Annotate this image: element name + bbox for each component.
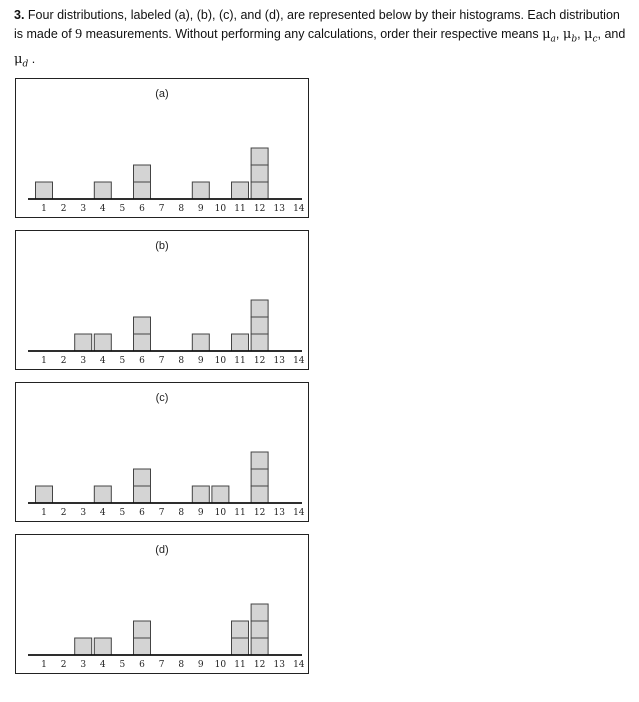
histogram-box bbox=[36, 486, 53, 503]
x-tick-label: 5 bbox=[119, 204, 126, 214]
x-tick-label: 4 bbox=[99, 660, 106, 670]
x-tick-label: 3 bbox=[80, 660, 87, 670]
histogram-box bbox=[134, 621, 151, 638]
x-tick-label: 7 bbox=[158, 508, 165, 518]
histogram-box bbox=[192, 182, 209, 199]
x-tick-label: 4 bbox=[99, 204, 106, 214]
histogram-c bbox=[15, 382, 309, 522]
histogram-box bbox=[36, 182, 53, 199]
x-tick-label: 14 bbox=[293, 204, 305, 214]
measurement-count: 9 bbox=[75, 27, 83, 42]
mean-c: $\mu_c$ bbox=[584, 27, 598, 45]
x-tick-label: 2 bbox=[60, 356, 67, 366]
histogram-a bbox=[15, 78, 309, 218]
x-tick-label: 14 bbox=[293, 660, 305, 670]
histogram-box bbox=[134, 469, 151, 486]
histogram-d bbox=[15, 534, 309, 674]
histogram-box bbox=[94, 182, 111, 199]
x-tick-label: 6 bbox=[139, 356, 145, 366]
histogram-box bbox=[232, 621, 249, 638]
x-tick-label: 8 bbox=[178, 508, 185, 518]
histogram-title: (b) bbox=[155, 240, 169, 252]
histogram-plot bbox=[16, 79, 310, 219]
histogram-box bbox=[232, 334, 249, 351]
mean-b: $\mu_b$ bbox=[562, 27, 578, 45]
histogram-title: (d) bbox=[155, 544, 169, 556]
x-tick-label: 9 bbox=[197, 508, 204, 518]
histogram-box bbox=[75, 334, 92, 351]
x-tick-label: 10 bbox=[214, 660, 227, 670]
x-tick-label: 4 bbox=[99, 508, 106, 518]
histogram-box bbox=[94, 334, 111, 351]
histogram-box bbox=[134, 317, 151, 334]
x-tick-label: 10 bbox=[214, 204, 227, 214]
x-tick-label: 1 bbox=[41, 204, 47, 214]
histogram-box bbox=[251, 469, 268, 486]
histogram-plot bbox=[16, 383, 310, 523]
histogram-box bbox=[212, 486, 229, 503]
x-tick-label: 8 bbox=[178, 356, 185, 366]
histogram-box bbox=[134, 182, 151, 199]
x-tick-label: 5 bbox=[119, 356, 126, 366]
x-tick-label: 11 bbox=[234, 660, 246, 670]
x-tick-label: 12 bbox=[253, 356, 266, 366]
histogram-box bbox=[251, 165, 268, 182]
histogram-box bbox=[232, 638, 249, 655]
x-tick-label: 12 bbox=[253, 204, 266, 214]
x-tick-label: 11 bbox=[234, 356, 246, 366]
x-tick-label: 6 bbox=[139, 508, 145, 518]
x-tick-label: 4 bbox=[99, 356, 106, 366]
x-tick-label: 10 bbox=[214, 508, 227, 518]
x-tick-label: 11 bbox=[234, 508, 246, 518]
x-tick-label: 12 bbox=[253, 508, 266, 518]
x-tick-label: 14 bbox=[293, 356, 305, 366]
x-tick-label: 2 bbox=[60, 660, 67, 670]
question-part1: Four distributions, labeled (a), (b), (c), and (d), are represented below by their histograms. Each distribution is made of bbox=[14, 8, 620, 41]
mean-a: $\mu_a$ bbox=[542, 27, 556, 45]
mean-d: $\mu_d$ bbox=[14, 51, 29, 70]
histogram-box bbox=[134, 334, 151, 351]
x-tick-label: 6 bbox=[139, 660, 145, 670]
histogram-box bbox=[251, 334, 268, 351]
histogram-box bbox=[251, 638, 268, 655]
x-tick-label: 13 bbox=[273, 508, 285, 518]
x-tick-label: 7 bbox=[158, 204, 165, 214]
histogram-title: (c) bbox=[155, 392, 169, 404]
histogram-box bbox=[94, 638, 111, 655]
x-tick-label: 1 bbox=[41, 508, 47, 518]
histogram-box bbox=[251, 182, 268, 199]
histogram-box bbox=[75, 638, 92, 655]
histogram-box bbox=[251, 486, 268, 503]
histogram-box bbox=[134, 638, 151, 655]
histogram-box bbox=[251, 317, 268, 334]
x-tick-label: 8 bbox=[178, 660, 185, 670]
question-number: 3. bbox=[14, 8, 25, 22]
histogram-box bbox=[232, 182, 249, 199]
histogram-box bbox=[134, 486, 151, 503]
x-tick-label: 11 bbox=[234, 204, 246, 214]
histogram-box bbox=[134, 165, 151, 182]
histogram-box bbox=[251, 148, 268, 165]
x-tick-label: 3 bbox=[80, 204, 87, 214]
histogram-plot bbox=[16, 535, 310, 675]
x-tick-label: 13 bbox=[273, 356, 285, 366]
x-tick-label: 2 bbox=[60, 204, 67, 214]
x-tick-label: 7 bbox=[158, 356, 165, 366]
histogram-box bbox=[192, 334, 209, 351]
question-and: , and bbox=[597, 27, 626, 41]
x-tick-label: 2 bbox=[60, 508, 67, 518]
x-tick-label: 1 bbox=[41, 660, 47, 670]
x-tick-label: 9 bbox=[197, 660, 204, 670]
histogram-title: (a) bbox=[155, 88, 169, 100]
x-tick-label: 6 bbox=[139, 204, 145, 214]
x-tick-label: 14 bbox=[293, 508, 305, 518]
x-tick-label: 8 bbox=[178, 204, 185, 214]
x-tick-label: 5 bbox=[119, 508, 126, 518]
x-tick-label: 1 bbox=[41, 356, 47, 366]
histogram-box bbox=[192, 486, 209, 503]
histogram-box bbox=[251, 621, 268, 638]
x-tick-label: 3 bbox=[80, 508, 87, 518]
x-tick-label: 5 bbox=[119, 660, 126, 670]
x-tick-label: 7 bbox=[158, 660, 165, 670]
x-tick-label: 9 bbox=[197, 204, 204, 214]
x-tick-label: 13 bbox=[273, 660, 285, 670]
x-tick-label: 3 bbox=[80, 356, 87, 366]
histogram-box bbox=[94, 486, 111, 503]
x-tick-label: 12 bbox=[253, 660, 266, 670]
question-part2: measurements. Without performing any calculations, order their respective means bbox=[82, 27, 543, 41]
histogram-box bbox=[251, 300, 268, 317]
histogram-box bbox=[251, 452, 268, 469]
x-tick-label: 10 bbox=[214, 356, 227, 366]
histogram-box bbox=[251, 604, 268, 621]
question-text: 3. Four distributions, labeled (a), (b), (c), and (d), are represented below by their histograms. Each distribution is made of 9 measurements. Without performing any calculations, order their respective means $\mu_a$, $\mu_b$, $\mu_c$, and $\mu_d$ . bbox=[14, 8, 626, 70]
x-tick-label: 13 bbox=[273, 204, 285, 214]
histogram-plot bbox=[16, 231, 310, 371]
x-tick-label: 9 bbox=[197, 356, 204, 366]
histogram-b bbox=[15, 230, 309, 370]
